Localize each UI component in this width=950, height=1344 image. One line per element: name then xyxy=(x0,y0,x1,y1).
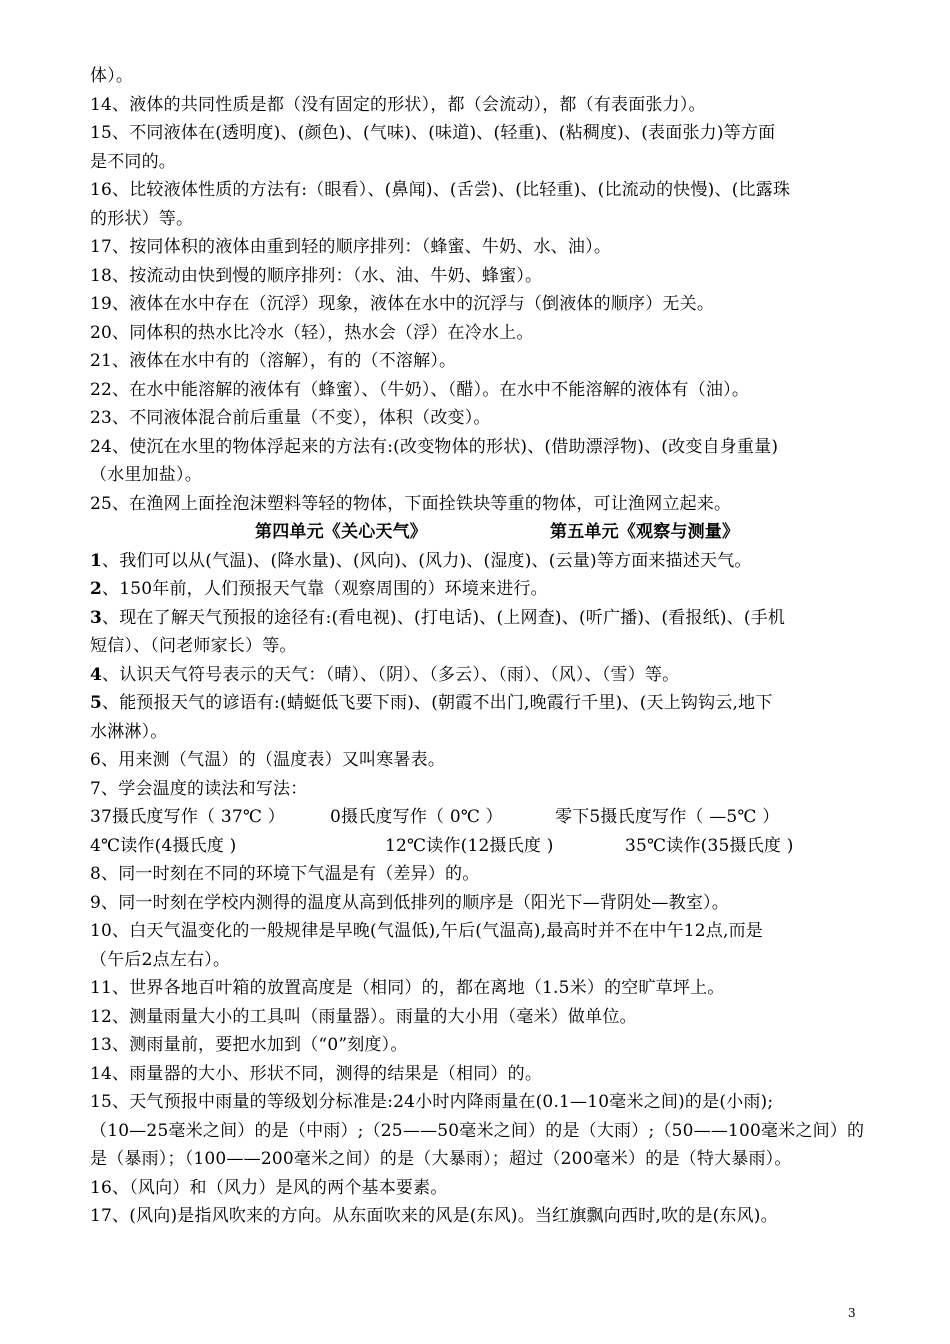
unit4-items xyxy=(90,547,865,747)
text-line xyxy=(90,689,865,718)
text-line xyxy=(90,604,865,633)
item-text: 、150年前，人们预报天气靠（观察周围的）环境来进行。 xyxy=(102,579,548,599)
item-text: 、认识天气符号表示的天气：（晴）、（阴）、（多云）、（雨）、（风）、（雪）等。 xyxy=(102,664,680,685)
text-line: 15、天气预报中雨量的等级划分标准是:24小时内降雨量在(0.1—10毫米之间)的是(小雨); xyxy=(90,1092,774,1112)
text-line: 11、世界各地百叶箱的放置高度是（相同）的，都在离地（1.5米）的空旷草坪上。 xyxy=(90,978,725,998)
item-text: 、能预报天气的谚语有:(蜻蜓低飞要下雨)、(朝霞不出门,晚霞行千里)、(天上钩钩云,地下 xyxy=(102,693,773,713)
unit4-heading: 第四单元《关心天气》 xyxy=(255,522,427,542)
unit5-heading: 第五单元《观察与测量》 xyxy=(550,522,740,542)
text-line: 是（暴雨）；（100——200毫米之间）的是（大暴雨）；超过（200毫米）的是（特大暴雨）。 xyxy=(90,1149,792,1169)
text-line xyxy=(90,575,865,604)
text-line: 体）。 xyxy=(90,66,134,86)
text-line: 8、同一时刻在不同的环境下气温是有（差异）的。 xyxy=(90,864,480,884)
unit5-items-intro xyxy=(90,746,865,803)
text-line: 16、比较液体性质的方法有:（眼看）、(鼻闻)、(舌尝)、(比轻重)、(比流动的快慢)、(比露珠 xyxy=(90,180,791,200)
text-line: 15、不同液体在(透明度)、(颜色)、(气味)、(味道)、(轻重)、(粘稠度)、(表面张力)等方面 xyxy=(90,123,776,143)
text-line: 18、按流动由快到慢的顺序排列：（水、油、牛奶、蜂蜜）。 xyxy=(90,265,543,286)
temp-example: 4℃读作(4摄氏度 ) xyxy=(90,835,237,856)
item-text: 短信）、（问老师家长）等。 xyxy=(90,636,297,656)
text-line: 17、按同体积的液体由重到轻的顺序排列：（蜂蜜、牛奶、水、油）。 xyxy=(90,237,612,257)
item-number: 2 xyxy=(90,579,103,599)
text-line xyxy=(90,718,865,747)
text-line: 16、（风向）和（风力）是风的两个基本要素。 xyxy=(90,1177,448,1198)
text-line: 10、白天气温变化的一般规律是早晚(气温低),午后(气温高),最高时并不在中午12点,而是 xyxy=(90,921,764,941)
text-line: 21、液体在水中有的（溶解），有的（不溶解）。 xyxy=(90,351,457,371)
item-text: 、我们可以从(气温)、(降水量)、(风向)、(风力)、(湿度)、(云量)等方面来描述天气。 xyxy=(102,550,752,571)
temp-example: 35℃读作(35摄氏度 ) xyxy=(625,835,794,856)
text-line: 6、用来测（气温）的（温度表）又叫寒暑表。 xyxy=(90,750,446,770)
text-line: 12、测量雨量大小的工具叫（雨量器）。雨量的大小用（毫米）做单位。 xyxy=(90,1006,637,1027)
text-line: 14、液体的共同性质是都（没有固定的形状），都（会流动），都（有表面张力）。 xyxy=(90,94,706,115)
text-line: 是不同的。 xyxy=(90,151,176,172)
item-text: 水淋淋）。 xyxy=(90,721,168,742)
item-number: 4 xyxy=(90,664,103,685)
text-line: 7、学会温度的读法和写法： xyxy=(90,778,308,799)
temp-example: 12℃读作(12摄氏度 ) xyxy=(385,835,554,856)
item-text: 、现在了解天气预报的途径有:(看电视)、(打电话)、(上网查)、(听广播)、(看报纸)、(手机 xyxy=(102,607,786,628)
text-line xyxy=(90,547,865,576)
unit-headings xyxy=(90,518,865,547)
text-line: 的形状）等。 xyxy=(90,208,194,229)
text-line: 23、不同液体混合前后重量（不变），体积（改变）。 xyxy=(90,408,491,428)
text-line xyxy=(90,632,865,661)
temperature-reading-row xyxy=(90,832,865,861)
text-line: 19、液体在水中存在（沉浮）现象，液体在水中的沉浮与（倒液体的顺序）无关。 xyxy=(90,294,715,314)
unit3-items xyxy=(90,62,865,518)
page-content xyxy=(90,62,865,1231)
text-line: 25、在渔网上面拴泡沫塑料等轻的物体，下面拴铁块等重的物体，可让渔网立起来。 xyxy=(90,493,732,514)
text-line: 9、同一时刻在学校内测得的温度从高到低排列的顺序是（阳光下—背阴处—教室）。 xyxy=(90,892,729,913)
text-line: （10—25毫米之间）的是（中雨）;（25——50毫米之间）的是（大雨）;（50——100毫米之间）的 xyxy=(90,1120,865,1141)
text-line xyxy=(90,661,865,690)
text-line: （水里加盐）。 xyxy=(90,465,202,485)
page-number: 3 xyxy=(848,1306,856,1320)
temp-example: 0摄氏度写作（ 0℃ ） xyxy=(330,807,503,827)
text-line: 14、雨量器的大小、形状不同，测得的结果是（相同）的。 xyxy=(90,1063,543,1084)
item-number: 1 xyxy=(90,550,103,571)
text-line: 24、使沉在水里的物体浮起来的方法有:(改变物体的形状)、(借助漂浮物)、(改变自身重量) xyxy=(90,436,779,457)
text-line: （午后2点左右）。 xyxy=(90,949,231,970)
temperature-writing-row xyxy=(90,803,865,832)
text-line: 22、在水中能溶解的液体有（蜂蜜）、（牛奶）、（醋）。在水中不能溶解的液体有（油）。 xyxy=(90,379,750,400)
temp-example: 37摄氏度写作（ 37℃ ） xyxy=(90,807,285,827)
unit5-items xyxy=(90,860,865,1231)
text-line: 17、(风向)是指风吹来的方向。从东面吹来的风是(东风)。当红旗飘向西时,吹的是(东风)。 xyxy=(90,1206,778,1226)
item-number: 5 xyxy=(90,693,103,713)
text-line: 20、同体积的热水比冷水（轻），热水会（浮）在冷水上。 xyxy=(90,322,534,343)
temp-example: 零下5摄氏度写作（ —5℃ ） xyxy=(555,807,780,827)
text-line: 13、测雨量前，要把水加到（“0”刻度）。 xyxy=(90,1035,408,1055)
item-number: 3 xyxy=(90,607,103,628)
